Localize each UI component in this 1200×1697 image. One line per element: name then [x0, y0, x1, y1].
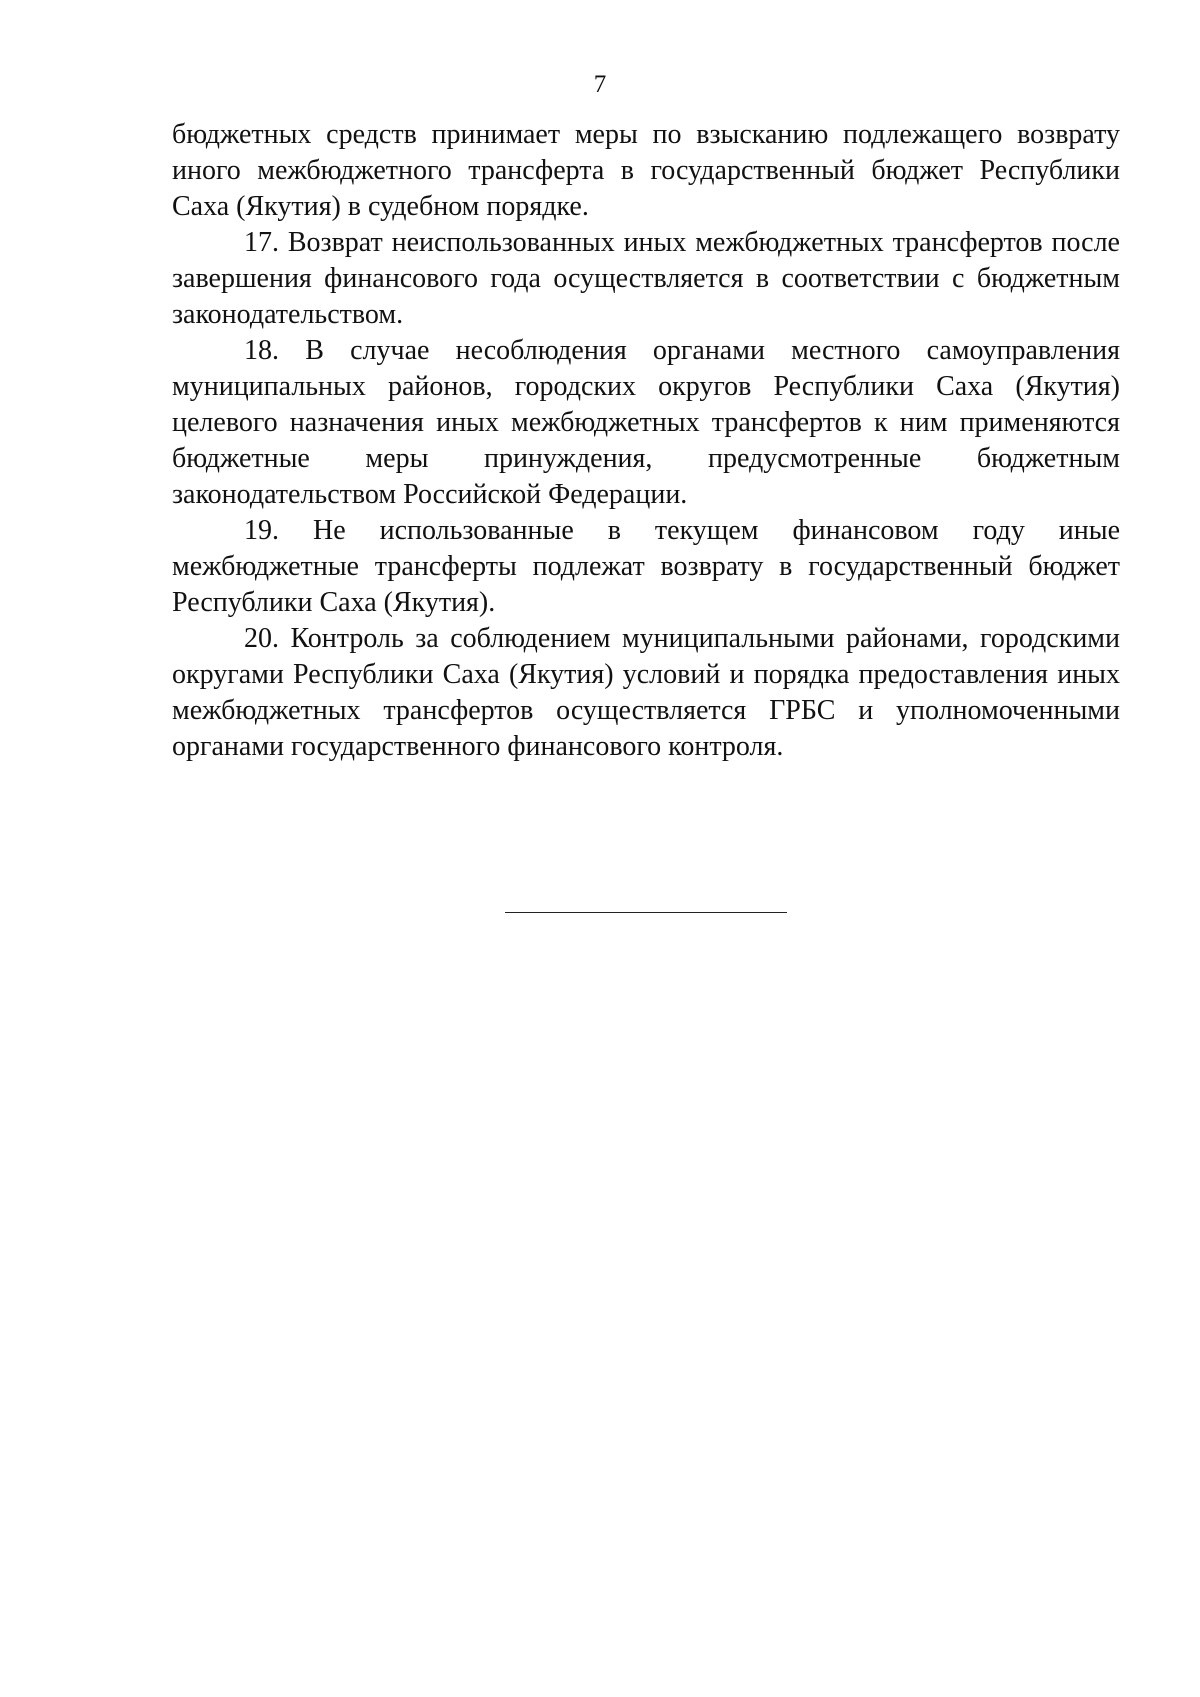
paragraph-continuation: бюджетных средств принимает меры по взысканию подлежащего возврату иного межбюджетного трансферта в государственный бюджет Республики Саха (Якутия) в судебном порядке.: [172, 119, 1120, 222]
end-of-document-rule: [505, 912, 787, 913]
paragraph-item-20: 20. Контроль за соблюдением муниципальными районами, городскими округами Республики Саха (Якутия) условий и порядка предоставления иных межбюджетных трансфертов осуществляется ГРБС и уполномоченными органами государственного финансового контроля.: [172, 623, 1120, 762]
document-body: [172, 117, 1120, 765]
paragraph-item-17: 17. Возврат неиспользованных иных межбюджетных трансфертов после завершения финансового года осуществляется в соответствии с бюджетным законодательством.: [172, 227, 1120, 330]
paragraph-item-18: 18. В случае несоблюдения органами местного самоуправления муниципальных районов, городских округов Республики Саха (Якутия) целевого назначения иных межбюджетных трансфертов к ним применяются бюджетные меры принуждения, предусмотренные бюджетным законодательством Российской Федерации.: [172, 335, 1120, 510]
paragraph-item-19: 19. Не использованные в текущем финансовом году иные межбюджетные трансферты подлежат возврату в государственный бюджет Республики Саха (Якутия).: [172, 515, 1120, 618]
page-number: 7: [593, 71, 607, 98]
